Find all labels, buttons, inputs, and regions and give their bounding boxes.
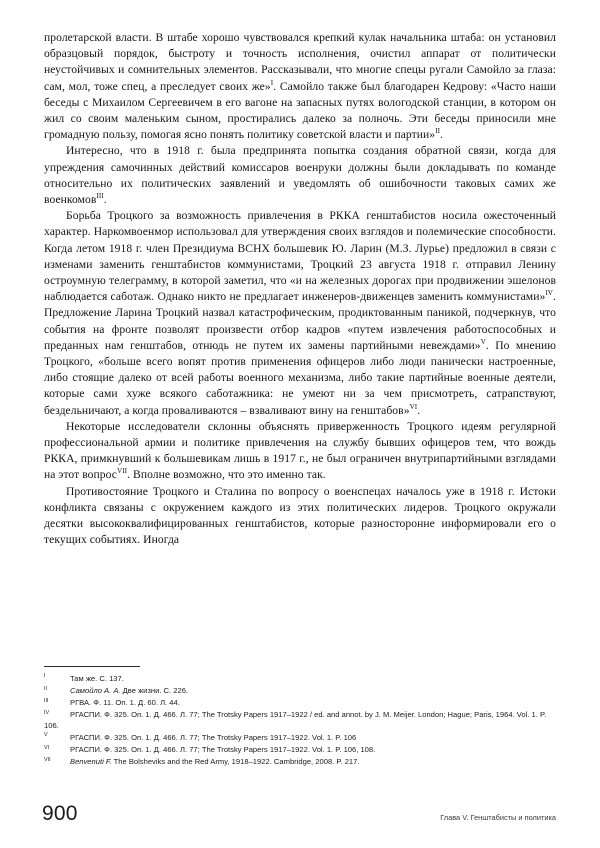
paragraph [44,143,556,208]
paragraph [44,484,556,549]
paragraph-text-continued: . Самойло также был благодарен Кедрову: «Часто наши беседы с Михаилом Сергеевичем в его вагоне на запасных путях вологодской станции, в котором он жил со своим маленьким сыном, простирались далеко за полночь. Эти беседы приносили мне громадную пользу, помогая ясно понять политику советской власти и партии» [44,79,557,142]
footnote-item: I Там же. С. 137. [44,673,124,683]
paragraph-text-continued: . Вполне возможно, что это именно так. [127,468,326,482]
paragraph-text-continued: . Предложение Ларина Троцкий назвал катастрофическим, продиктованным паникой, подчеркнув, что события на фронте позволят произвести отбор кадров «путем извлечения работоспособных и преданных нам генштабов, отнюдь не путем их замены партийными невеждами» [44,290,556,352]
page-number: 900 [42,802,78,825]
body-text-column [44,30,556,549]
footnote-item: V РГАСПИ. Ф. 325. Оп. 1. Д. 466. Л. 77; The Trotsky Papers 1917–1922. Vol. 1. P. 106 [44,732,357,742]
paragraph-text-continued: . [417,403,421,417]
paragraph-text-continued: . [103,193,107,207]
footnote-marker[interactable]: VII [116,467,128,476]
footnote-marker[interactable]: V [480,338,486,346]
footnote-text: РГАСПИ. Ф. 325. Оп. 1. Д. 466. Л. 77; The Trotsky Papers 1917–1922. Vol. 1. P. 106, 108. [70,745,376,755]
footnote-item: III РГВА. Ф. 11. Оп. 1. Д. 60. Л. 44. [44,697,180,708]
footnotes-section [44,666,556,769]
paragraph [44,30,556,143]
paragraph-text-continued: . [440,128,444,142]
footnote-marker[interactable]: II [435,127,441,136]
footnote-author: Benvenuti F. [70,757,112,767]
footnote-marker[interactable]: I [270,78,274,87]
footnote-item: VII Benvenuti F. The Bolsheviks and the Red Army, 1918–1922. Cambridge, 2008. P. 217. [44,756,360,767]
paragraph-text: Некоторые исследователи склонны объяснять приверженность Троцкого идеям регулярной профессиональной армии и политике привлечения на службу бывших офицеров тем, что вождь РККА, примкнувший к большевикам лишь в 1917 г., не был ограничен внутрипартийными взглядами на этот вопрос [44,419,556,482]
running-footer: Глава V. Генштабисты и политика [440,813,556,822]
footnote-text: РГАСПИ. Ф. 325. Оп. 1. Д. 466. Л. 77; The Trotsky Papers 1917–1922 / ed. and annot. by J. M. Meijer. London; Hague; Paris, 1964. Vol. 1. P. 106. [44,710,547,730]
paragraph-text: Борьба Троцкого за возможность привлечения в РККА генштабистов носила ожесточенный характер. Наркомвоенмор использовал для утверждения своих взглядов и полемические способности. Когда летом 1918 г. член Президиума ВСНХ большевик Ю. Ларин (М.З. Лурье) предложил в связи с изменами заменить генштабистов коммунистами, Троцкий 23 августа 1918 г. отправил Ленину остроумную телеграмму, в которой заметил, что «и на железных дорогах при продвижении эшелонов наблюдается саботаж. Однако никто не предлагает инженеров-движенцев заменить коммунистами» [44,209,556,304]
footnote-text: Две жизни. С. 226. [122,686,189,696]
paragraph [44,208,556,419]
paragraph-text: Интересно, что в 1918 г. была предпринята попытка создания обратной связи, когда для упреждения самочинных действий комиссаров военруки должны были докладывать по команде относительно их политических заявлений и уведомлять об ошибочности таковых самих же военкомов [44,144,556,207]
paragraph [44,419,556,484]
footnote-marker[interactable]: III [96,192,104,201]
paragraph-text: пролетарской власти. В штабе хорошо чувствовался крепкий кулак начальника штаба: он установил образцовый порядок, быстроту и точность исполнения, очистил аппарат от политически неустойчивых и сомнительных элементов. Рассказывали, что многие спецы ругали Самойло за глаза: сам, мол, тоже спец, а преследует своих же» [44,31,556,93]
footnote-text: РГАСПИ. Ф. 325. Оп. 1. Д. 466. Л. 77; The Trotsky Papers 1917–1922. Vol. 1. P. 106 [70,732,357,742]
footnote-marker[interactable]: VI [409,402,418,411]
footnote-item: VI РГАСПИ. Ф. 325. Оп. 1. Д. 466. Л. 77; The Trotsky Papers 1917–1922. Vol. 1. P. 106, 108. [44,744,376,755]
footnote-item: IV РГАСПИ. Ф. 325. Оп. 1. Д. 466. Л. 77; The Trotsky Papers 1917–1922 / ed. and annot. by J. M. Meijer. London; Hague; Paris, 1964. Vol. 1. P. 106. [44,709,547,730]
paragraph-text-continued: . По мнению Троцкого, «больше всего вопят против применения офицеров либо люди панически настроенные, либо стоящие далеко от всей работы военного механизма, либо такие партийные военные деятели, которые сами хуже всякого саботажника: не умеют ни за чем присмотреть, сатрапствуют, бездельничают, а когда проваливаются – взваливают вину на генштабов» [44,338,556,417]
footnote-author: Самойло А. А. [70,686,121,696]
footnote-text: Там же. С. 137. [70,674,124,683]
footnote-separator-rule [44,666,140,667]
footnote-text: РГВА. Ф. 11. Оп. 1. Д. 60. Л. 44. [70,698,180,708]
footnote-text: The Bolsheviks and the Red Army, 1918–1922. Cambridge, 2008. P. 217. [113,757,360,767]
footnote-marker[interactable]: IV [545,289,554,298]
paragraph-text: Противостояние Троцкого и Сталина по вопросу о военспецах началось уже в 1918 г. Истоки конфликта связаны с окружением каждого из этих политических лидеров. Троцкого окружали десятки высококвалифицированных генштабистов, которые разносторонне информировали его о текущих событиях. Иногда [44,484,556,547]
footnote-item: II Самойло А. А. Две жизни. С. 226. [44,685,189,696]
